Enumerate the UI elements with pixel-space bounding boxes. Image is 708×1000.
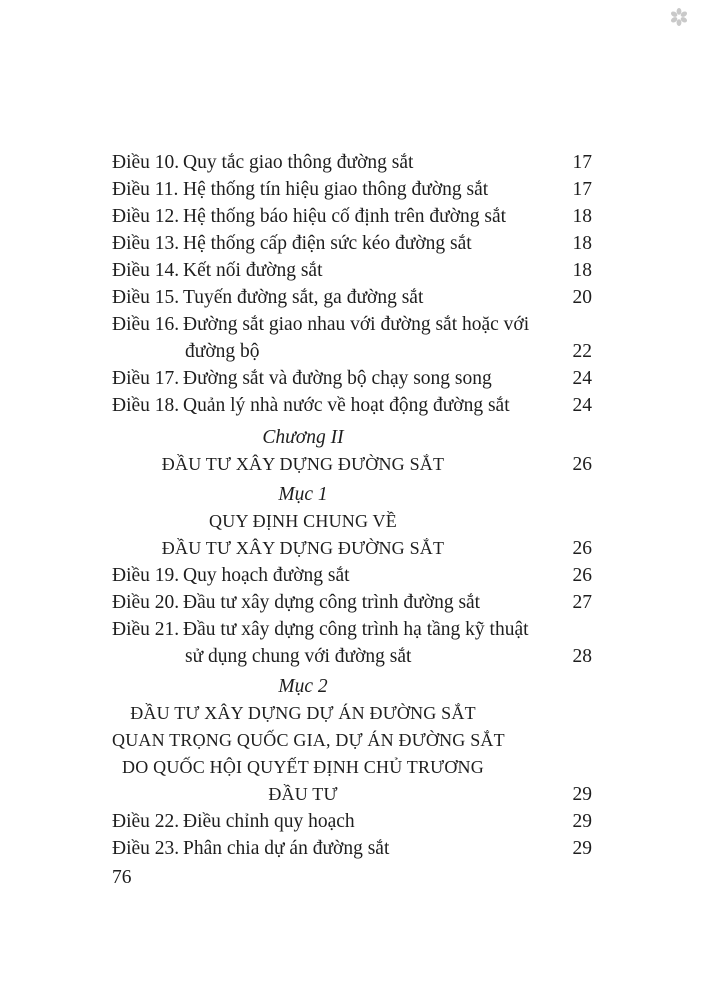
toc-entry (112, 176, 592, 203)
article-label: Điều 20. (112, 592, 180, 613)
article-label: Điều 15. (112, 287, 180, 308)
section-heading (112, 727, 592, 754)
section-heading (112, 535, 592, 562)
page-number-ref: 17 (572, 179, 592, 200)
section-heading (112, 700, 592, 727)
page-number-ref: 18 (572, 206, 592, 227)
article-title-continued: đường bộ (185, 341, 260, 362)
section-heading (112, 481, 592, 508)
article-title: Quy hoạch đường sắt (183, 565, 350, 586)
article-title: Đường sắt và đường bộ chạy song song (183, 368, 492, 389)
article-label: Điều 16. (112, 314, 180, 335)
article-title: Phân chia dự án đường sắt (183, 838, 390, 859)
article-label: Điều 10. (112, 152, 180, 173)
page-number-ref: 18 (572, 233, 592, 254)
chapter-label: Chương II (262, 427, 344, 448)
toc-entry (112, 392, 592, 419)
article-label: Điều 11. (112, 179, 179, 200)
page-number-ref: 24 (572, 368, 592, 389)
section-heading (112, 781, 592, 808)
section-heading (112, 673, 592, 700)
article-label: Điều 14. (112, 260, 180, 281)
toc-entry (112, 230, 592, 257)
article-label: Điều 23. (112, 838, 180, 859)
page-number-ref: 20 (572, 287, 592, 308)
toc-entry (112, 284, 592, 311)
article-title: Kết nối đường sắt (183, 260, 323, 281)
flower-icon (669, 7, 689, 27)
page-number-ref: 18 (572, 260, 592, 281)
article-title: Quản lý nhà nước về hoạt động đường sắt (183, 395, 510, 416)
page-number-ref: 29 (572, 838, 592, 859)
article-label: Điều 22. (112, 811, 180, 832)
toc-entry (112, 808, 592, 835)
page-number-ref: 26 (572, 454, 592, 475)
page-number-ref: 24 (572, 395, 592, 416)
article-title: Hệ thống tín hiệu giao thông đường sắt (183, 179, 489, 200)
toc-entry (112, 311, 592, 338)
article-label: Điều 17. (112, 368, 180, 389)
page-number-ref: 22 (572, 341, 592, 362)
page-number-ref: 27 (572, 592, 592, 613)
section-title: ĐẦU TƯ (268, 784, 338, 804)
article-title: Hệ thống cấp điện sức kéo đường sắt (183, 233, 472, 254)
toc-entry (112, 149, 592, 176)
folio-page-number: 76 (112, 867, 132, 888)
section-title: ĐẦU TƯ XÂY DỰNG ĐƯỜNG SẮT (161, 538, 445, 558)
toc-entry (112, 203, 592, 230)
section-label: Mục 1 (278, 484, 328, 505)
section-title: QUY ĐỊNH CHUNG VỀ (209, 511, 397, 531)
toc-entry-continuation (112, 338, 592, 365)
page-number-ref: 29 (572, 811, 592, 832)
section-heading (112, 508, 592, 535)
section-label: Mục 2 (278, 676, 328, 697)
toc-entry (112, 562, 592, 589)
article-label: Điều 13. (112, 233, 180, 254)
toc-entry (112, 365, 592, 392)
section-title: ĐẦU TƯ XÂY DỰNG DỰ ÁN ĐƯỜNG SẮT (130, 703, 476, 723)
section-title: DO QUỐC HỘI QUYẾT ĐỊNH CHỦ TRƯƠNG (122, 757, 484, 777)
chapter-title: ĐẦU TƯ XÂY DỰNG ĐƯỜNG SẮT (161, 454, 445, 474)
toc-entry-continuation (112, 643, 592, 670)
article-title: Đầu tư xây dựng công trình hạ tầng kỹ thuật (183, 619, 529, 640)
article-label: Điều 21. (112, 619, 180, 640)
section-title: QUAN TRỌNG QUỐC GIA, DỰ ÁN ĐƯỜNG SẮT (112, 730, 505, 750)
article-title: Tuyến đường sắt, ga đường sắt (183, 287, 424, 308)
article-title: Đầu tư xây dựng công trình đường sắt (183, 592, 481, 613)
toc-entry (112, 835, 592, 862)
page-number-ref: 17 (572, 152, 592, 173)
chapter-heading (112, 451, 592, 478)
chapter-heading (112, 424, 592, 451)
section-heading (112, 754, 592, 781)
table-of-contents (112, 149, 592, 862)
toc-entry (112, 589, 592, 616)
page-number-ref: 26 (572, 565, 592, 586)
article-label: Điều 12. (112, 206, 180, 227)
article-title: Hệ thống báo hiệu cố định trên đường sắt (183, 206, 507, 227)
page-number-ref: 29 (572, 784, 592, 805)
toc-entry (112, 257, 592, 284)
page-number-ref: 28 (572, 646, 592, 667)
article-title: Đường sắt giao nhau với đường sắt hoặc với (183, 314, 530, 335)
article-title: Quy tắc giao thông đường sắt (183, 152, 414, 173)
article-title: Điều chỉnh quy hoạch (183, 811, 355, 832)
article-title-continued: sử dụng chung với đường sắt (185, 646, 412, 667)
page-number-ref: 26 (572, 538, 592, 559)
toc-entry (112, 616, 592, 643)
article-label: Điều 18. (112, 395, 180, 416)
article-label: Điều 19. (112, 565, 180, 586)
